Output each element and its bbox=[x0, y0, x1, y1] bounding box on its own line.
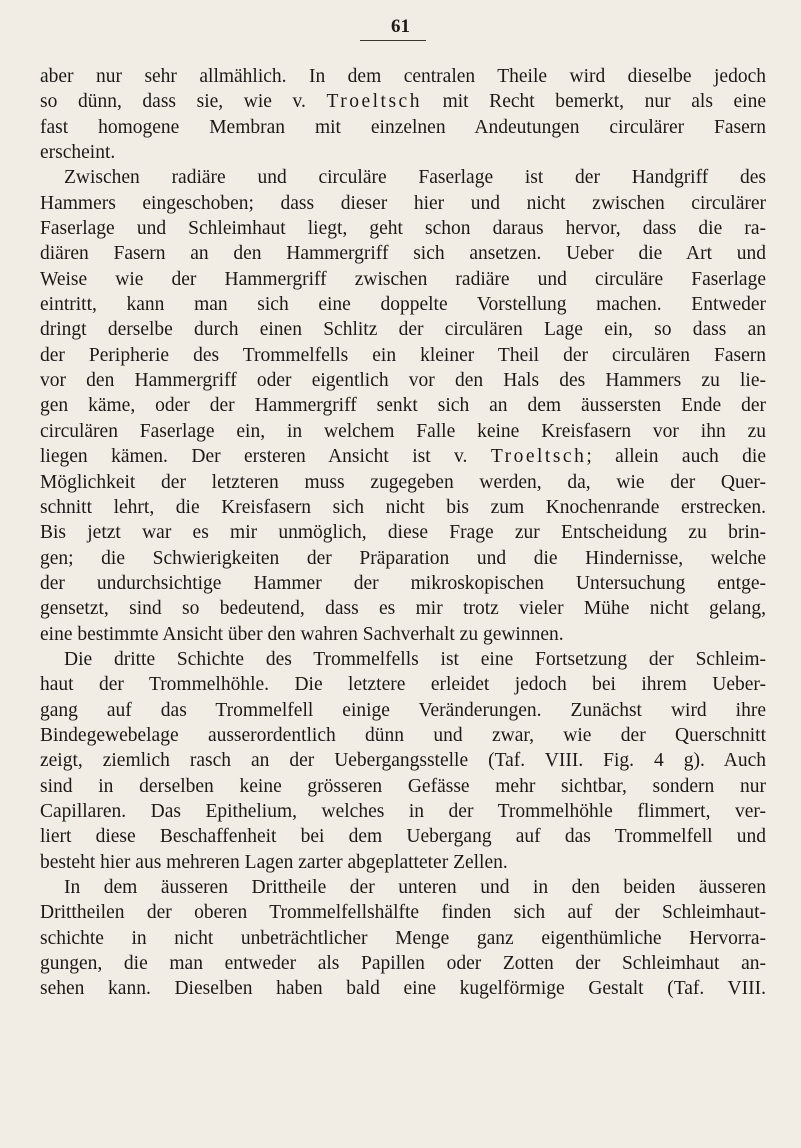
text-line: Faserlage und Schleimhaut liegt, geht schon daraus hervor, dass die ra- bbox=[40, 218, 766, 240]
text-line: In dem äusseren Drittheile der unteren und in den beiden äusseren bbox=[64, 877, 766, 898]
text-line: Möglichkeit der letzteren muss zugegeben werden, da, wie der Quer- bbox=[40, 471, 766, 493]
page-number: 61 bbox=[391, 16, 410, 37]
text-line: Hammers eingeschoben; dass dieser hier und nicht zwischen circulärer bbox=[40, 192, 766, 214]
text-line: sehen kann. Dieselben haben bald eine kugelförmige Gestalt (Taf. VIII. bbox=[40, 978, 766, 1000]
text-line: erscheint. bbox=[40, 142, 116, 164]
paragraph bbox=[40, 875, 766, 1002]
text-line: gang auf das Trommelfell einige Veränderungen. Zunächst wird ihre bbox=[40, 699, 766, 721]
text-line: fast homogene Membran mit einzelnen Andeutungen circulärer Fasern bbox=[40, 116, 766, 138]
text-line: liegen kämen. Der ersteren Ansicht ist v. Troeltsch; allein auch die bbox=[40, 446, 766, 468]
text-line: gungen, die man entweder als Papillen oder Zotten der Schleimhaut an- bbox=[40, 953, 766, 975]
text-line: zeigt, ziemlich rasch an der Uebergangsstelle (Taf. VIII. Fig. 4 g). Auch bbox=[40, 750, 766, 772]
text-line: circulären Faserlage ein, in welchem Falle keine Kreisfasern vor ihn zu bbox=[40, 420, 766, 442]
text-line: so dünn, dass sie, wie v. Troeltsch mit Recht bemerkt, nur als eine bbox=[40, 91, 766, 113]
text-line: aber nur sehr allmählich. In dem centralen Theile wird dieselbe jedoch bbox=[40, 66, 766, 87]
text-line: eine bestimmte Ansicht über den wahren Sachverhalt zu gewinnen. bbox=[40, 623, 564, 645]
text-line: Bis jetzt war es mir unmöglich, diese Frage zur Entscheidung zu brin- bbox=[40, 522, 766, 544]
author-name: Troeltsch bbox=[490, 446, 587, 468]
text-line: dringt derselbe durch einen Schlitz der circulären Lage ein, so dass an bbox=[40, 319, 766, 341]
paragraph bbox=[40, 64, 766, 165]
text-line: besteht hier aus mehreren Lagen zarter abgeplatteter Zellen. bbox=[40, 851, 508, 873]
text-line: Drittheilen der oberen Trommelfellshälfte finden sich auf der Schleimhaut- bbox=[40, 902, 766, 924]
text-line: Weise wie der Hammergriff zwischen radiäre und circuläre Faserlage bbox=[40, 268, 766, 290]
text-line: eintritt, kann man sich eine doppelte Vorstellung machen. Entweder bbox=[40, 294, 766, 316]
text-line: gensetzt, sind so bedeutend, dass es mir trotz vieler Mühe nicht gelang, bbox=[40, 598, 766, 620]
author-name: Troeltsch bbox=[326, 91, 422, 113]
text-line: schnitt lehrt, die Kreisfasern sich nicht bis zum Knochenrande erstrecken. bbox=[40, 496, 766, 518]
text-line: Capillaren. Das Epithelium, welches in der Trommelhöhle flimmert, ver- bbox=[40, 800, 766, 822]
text-line: der Peripherie des Trommelfells ein kleiner Theil der circulären Fasern bbox=[40, 344, 766, 366]
text-line: Die dritte Schichte des Trommelfells ist eine Fortsetzung der Schleim- bbox=[64, 648, 766, 670]
body-text bbox=[40, 64, 766, 1002]
text-line: der undurchsichtige Hammer der mikroskopischen Untersuchung entge- bbox=[40, 572, 766, 594]
text-line: vor den Hammergriff oder eigentlich vor den Hals des Hammers zu lie- bbox=[40, 370, 766, 392]
text-line: diären Fasern an den Hammergriff sich ansetzen. Ueber die Art und bbox=[40, 243, 766, 265]
paragraph bbox=[40, 647, 766, 875]
text-line: schichte in nicht unbeträchtlicher Menge ganz eigenthümliche Hervorra- bbox=[40, 927, 766, 949]
text-line: sind in derselben keine grösseren Gefässe mehr sichtbar, sondern nur bbox=[40, 775, 766, 797]
page-number-rule bbox=[360, 40, 426, 41]
text-line: gen käme, oder der Hammergriff senkt sich an dem äussersten Ende der bbox=[40, 395, 766, 417]
text-line: Bindegewebelage ausserordentlich dünn und zwar, wie der Querschnitt bbox=[40, 724, 766, 746]
text-line: liert diese Beschaffenheit bei dem Uebergang auf das Trommelfell und bbox=[40, 826, 766, 848]
text-line: haut der Trommelhöhle. Die letztere erleidet jedoch bei ihrem Ueber- bbox=[40, 674, 766, 696]
paragraph bbox=[40, 165, 766, 647]
text-line: gen; die Schwierigkeiten der Präparation und die Hindernisse, welche bbox=[40, 547, 766, 569]
text-line: Zwischen radiäre und circuläre Faserlage ist der Handgriff des bbox=[64, 167, 766, 189]
